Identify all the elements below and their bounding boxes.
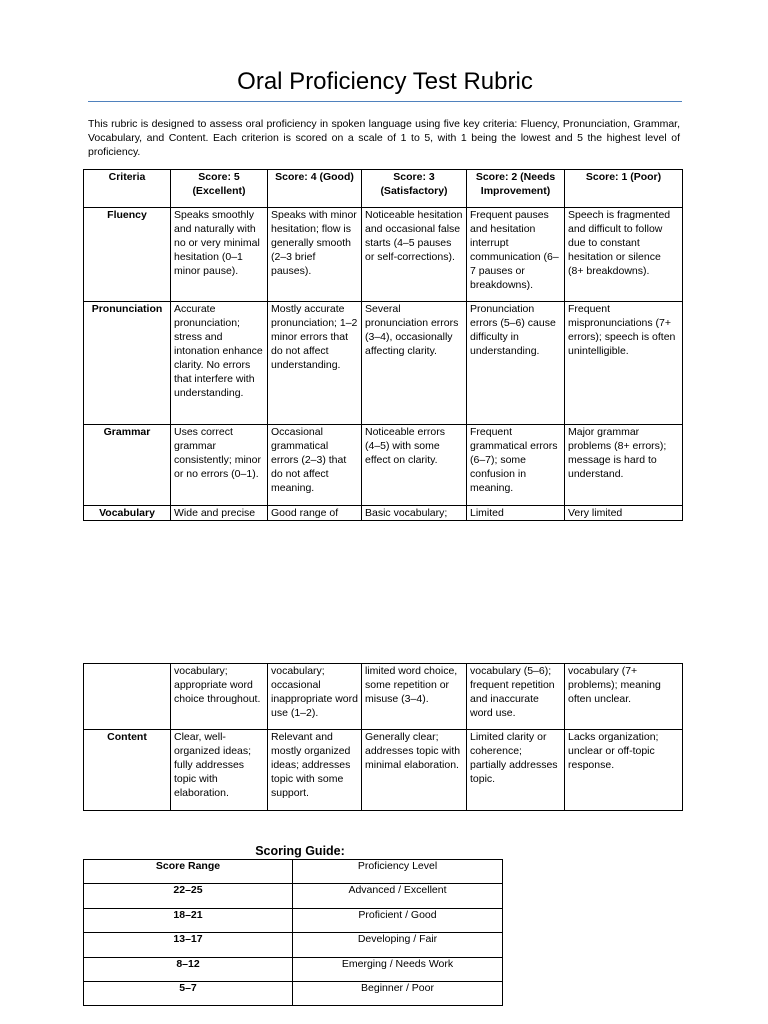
grammar-score-2: Frequent grammatical errors (6–7); some confusion in meaning. [467, 425, 565, 506]
grammar-score-4: Occasional grammatical errors (2–3) that do not affect meaning. [268, 425, 362, 506]
rubric-row-vocabulary [84, 506, 683, 521]
table-row [84, 933, 503, 957]
rubric-row-fluency [84, 208, 683, 302]
fluency-score-3: Noticeable hesitation and occasional false starts (4–5 pauses or self-corrections). [362, 208, 467, 302]
fluency-score-4: Speaks with minor hesitation; flow is generally smooth (2–3 brief pauses). [268, 208, 362, 302]
table-row [84, 884, 503, 908]
criterion-content: Content [84, 730, 171, 811]
table-row [84, 981, 503, 1005]
rubric-table [83, 169, 683, 521]
criterion-fluency: Fluency [84, 208, 171, 302]
vocabulary-score-5-continued: vocabulary; appropriate word choice throughout. [171, 664, 268, 730]
content-score-3: Generally clear; addresses topic with minimal elaboration. [362, 730, 467, 811]
rubric-row-grammar [84, 425, 683, 506]
table-row [84, 908, 503, 932]
fluency-score-1: Speech is fragmented and difficult to follow due to constant hesitation or silence (8+ breakdowns). [565, 208, 683, 302]
header-score-2: Score: 2 (Needs Improvement) [467, 170, 565, 208]
vocabulary-score-2-continued: vocabulary (5–6); frequent repetition and inaccurate word use. [467, 664, 565, 730]
score-range-cell: 22–25 [84, 884, 293, 908]
rubric-row-vocabulary-continued [84, 664, 683, 730]
proficiency-level-cell: Proficient / Good [293, 908, 503, 932]
header-score-range: Score Range [84, 860, 293, 884]
grammar-score-5: Uses correct grammar consistently; minor or no errors (0–1). [171, 425, 268, 506]
scoring-guide-title: Scoring Guide: [255, 844, 345, 858]
vocabulary-score-1-continued: vocabulary (7+ problems); meaning often unclear. [565, 664, 683, 730]
score-range-cell: 5–7 [84, 981, 293, 1005]
header-score-4: Score: 4 (Good) [268, 170, 362, 208]
score-range-cell: 8–12 [84, 957, 293, 981]
pronunciation-score-1: Frequent mispronunciations (7+ errors); speech is often unintelligible. [565, 302, 683, 425]
rubric-table-continued [83, 663, 683, 811]
pronunciation-score-5: Accurate pronunciation; stress and intonation enhance clarity. No errors that interfere with understanding. [171, 302, 268, 425]
proficiency-level-cell: Advanced / Excellent [293, 884, 503, 908]
content-score-2: Limited clarity or coherence; partially addresses topic. [467, 730, 565, 811]
pronunciation-score-3: Several pronunciation errors (3–4), occasionally affecting clarity. [362, 302, 467, 425]
header-proficiency-level: Proficiency Level [293, 860, 503, 884]
content-score-1: Lacks organization; unclear or off-topic response. [565, 730, 683, 811]
criterion-pronunciation: Pronunciation [84, 302, 171, 425]
score-range-cell: 13–17 [84, 933, 293, 957]
header-score-5: Score: 5 (Excellent) [171, 170, 268, 208]
pronunciation-score-2: Pronunciation errors (5–6) cause difficulty in understanding. [467, 302, 565, 425]
rubric-row-content [84, 730, 683, 811]
grammar-score-3: Noticeable errors (4–5) with some effect on clarity. [362, 425, 467, 506]
rubric-row-pronunciation [84, 302, 683, 425]
table-row [84, 957, 503, 981]
scoring-guide-table [83, 859, 503, 1006]
criterion-vocabulary-continued [84, 664, 171, 730]
vocabulary-score-4-continued: vocabulary; occasional inappropriate word use (1–2). [268, 664, 362, 730]
fluency-score-2: Frequent pauses and hesitation interrupt communication (6–7 pauses or breakdowns). [467, 208, 565, 302]
header-criteria: Criteria [84, 170, 171, 208]
criterion-grammar: Grammar [84, 425, 171, 506]
vocabulary-score-3: Basic vocabulary; [362, 506, 467, 521]
vocabulary-score-5: Wide and precise [171, 506, 268, 521]
document-title: Oral Proficiency Test Rubric [237, 68, 533, 95]
vocabulary-score-1: Very limited [565, 506, 683, 521]
title-underline [88, 101, 682, 102]
score-range-cell: 18–21 [84, 908, 293, 932]
header-score-3: Score: 3 (Satisfactory) [362, 170, 467, 208]
content-score-5: Clear, well-organized ideas; fully addresses topic with elaboration. [171, 730, 268, 811]
rubric-header-row [84, 170, 683, 208]
fluency-score-5: Speaks smoothly and naturally with no or very minimal hesitation (0–1 minor pause). [171, 208, 268, 302]
vocabulary-score-4: Good range of [268, 506, 362, 521]
grammar-score-1: Major grammar problems (8+ errors); message is hard to understand. [565, 425, 683, 506]
vocabulary-score-3-continued: limited word choice, some repetition or misuse (3–4). [362, 664, 467, 730]
criterion-vocabulary: Vocabulary [84, 506, 171, 521]
vocabulary-score-2: Limited [467, 506, 565, 521]
proficiency-level-cell: Emerging / Needs Work [293, 957, 503, 981]
proficiency-level-cell: Developing / Fair [293, 933, 503, 957]
pronunciation-score-4: Mostly accurate pronunciation; 1–2 minor errors that do not affect understanding. [268, 302, 362, 425]
proficiency-level-cell: Beginner / Poor [293, 981, 503, 1005]
content-score-4: Relevant and mostly organized ideas; addresses topic with some support. [268, 730, 362, 811]
intro-paragraph: This rubric is designed to assess oral proficiency in spoken language using five key criteria: Fluency, Pronunciation, Grammar, Vocabulary, and Content. Each criterion is scored on a scale of 1 to 5, with 1 being the lowest and 5 the highest level of proficiency. [88, 118, 680, 158]
header-score-1: Score: 1 (Poor) [565, 170, 683, 208]
scoring-guide-header-row [84, 860, 503, 884]
